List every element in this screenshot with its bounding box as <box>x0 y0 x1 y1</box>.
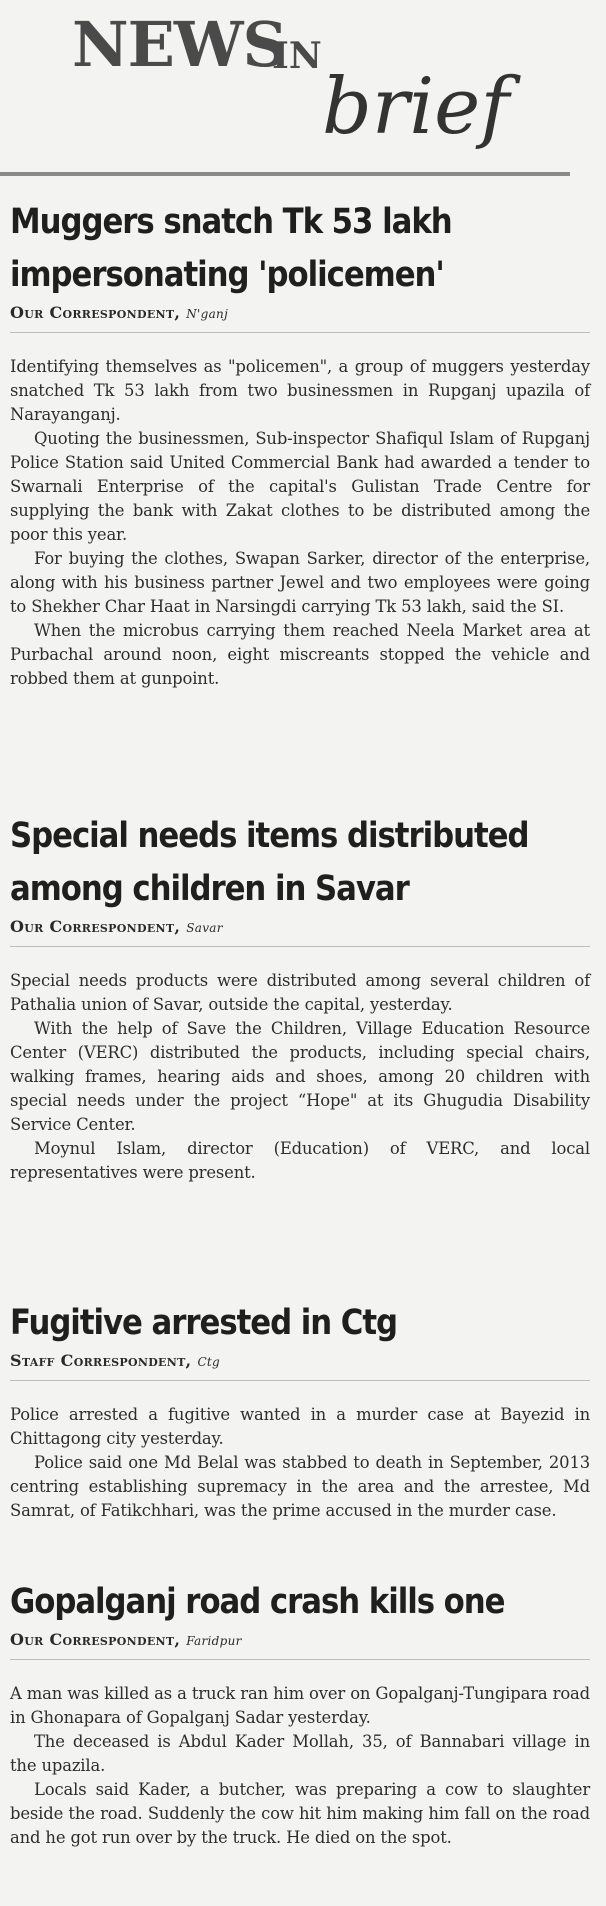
headline-line: Gopalganj road crash kills one <box>10 1582 505 1622</box>
headline-line: among children in Savar <box>10 869 409 909</box>
article-byline <box>10 1629 590 1660</box>
article-paragraph: Police arrested a fugitive wanted in a murder case at Bayezid in Chittagong city yesterday. <box>10 1405 590 1448</box>
article-body <box>10 1682 590 1850</box>
byline-author: Our Correspondent, <box>10 303 181 322</box>
article-headline <box>10 1576 520 1629</box>
article-paragraph: A man was killed as a truck ran him over on Gopalganj-Tungipara road in Ghonapara of Gopalganj Sadar yesterday. <box>10 1684 590 1727</box>
article-body <box>10 969 590 1185</box>
headline-line: Special needs items distributed <box>10 816 529 856</box>
article-headline <box>10 1297 520 1350</box>
headline-line: Muggers snatch Tk 53 lakh <box>10 202 452 242</box>
masthead-in: IN <box>272 35 322 77</box>
article-paragraph: Identifying themselves as "policemen", a group of muggers yesterday snatched Tk 53 lakh from two businessmen in Rupganj upazila of Narayanganj. <box>10 357 590 424</box>
byline-place: Ctg <box>197 1355 221 1369</box>
article-gopalganj <box>10 1576 590 1850</box>
article-muggers <box>10 196 590 691</box>
article-paragraph: The deceased is Abdul Kader Mollah, 35, of Bannabari village in the upazila. <box>10 1732 590 1775</box>
article-paragraph: For buying the clothes, Swapan Sarker, director of the enterprise, along with his business partner Jewel and two employees were going to Shekher Char Haat in Narsingdi carrying Tk 53 lakh, said the SI. <box>10 549 590 616</box>
masthead-rule <box>0 172 570 176</box>
article-special-needs <box>10 810 590 1185</box>
article-paragraph: With the help of Save the Children, Village Education Resource Center (VERC) distributed the products, including special chairs, walking frames, hearing aids and shoes, among 20 children with special needs under the project “Hope" at its Ghugudia Disability Service Center. <box>10 1019 590 1134</box>
byline-place: Faridpur <box>186 1634 242 1648</box>
headline-line: Fugitive arrested in Ctg <box>10 1303 398 1343</box>
article-headline <box>10 810 529 916</box>
article-body <box>10 1403 590 1523</box>
article-paragraph: Police said one Md Belal was stabbed to death in September, 2013 centring establishing supremacy in the area and the arrestee, Md Samrat, of Fatikchhari, was the prime accused in the murder case. <box>10 1453 590 1520</box>
byline-place: Savar <box>186 921 223 935</box>
article-paragraph: When the microbus carrying them reached Neela Market area at Purbachal around noon, eight miscreants stopped the vehicle and robbed them at gunpoint. <box>10 621 590 688</box>
masthead-brief: brief <box>322 62 510 152</box>
byline-author: Our Correspondent, <box>10 917 181 936</box>
article-headline <box>10 196 520 302</box>
byline-author: Staff Correspondent, <box>10 1351 192 1370</box>
article-byline <box>10 1350 590 1381</box>
article-paragraph: Special needs products were distributed among several children of Pathalia union of Savar, outside the capital, yesterday. <box>10 971 590 1014</box>
masthead-news: NEWS <box>72 8 287 81</box>
article-paragraph: Locals said Kader, a butcher, was preparing a cow to slaughter beside the road. Suddenly the cow hit him making him fall on the road and he got run over by the truck. He died on the spot. <box>10 1780 590 1847</box>
headline-line: impersonating 'policemen' <box>10 255 444 295</box>
article-paragraph: Quoting the businessmen, Sub-inspector Shafiqul Islam of Rupganj Police Station said United Commercial Bank had awarded a tender to Swarnali Enterprise of the capital's Gulistan Trade Centre for supplying the bank with Zakat clothes to be distributed among the poor this year. <box>10 429 590 544</box>
article-body <box>10 355 590 691</box>
article-byline <box>10 916 590 947</box>
article-byline <box>10 302 590 333</box>
byline-author: Our Correspondent, <box>10 1630 181 1649</box>
byline-place: N'ganj <box>186 307 229 321</box>
article-paragraph: Moynul Islam, director (Education) of VERC, and local representatives were present. <box>10 1139 590 1182</box>
masthead <box>0 0 606 180</box>
article-fugitive <box>10 1297 590 1523</box>
